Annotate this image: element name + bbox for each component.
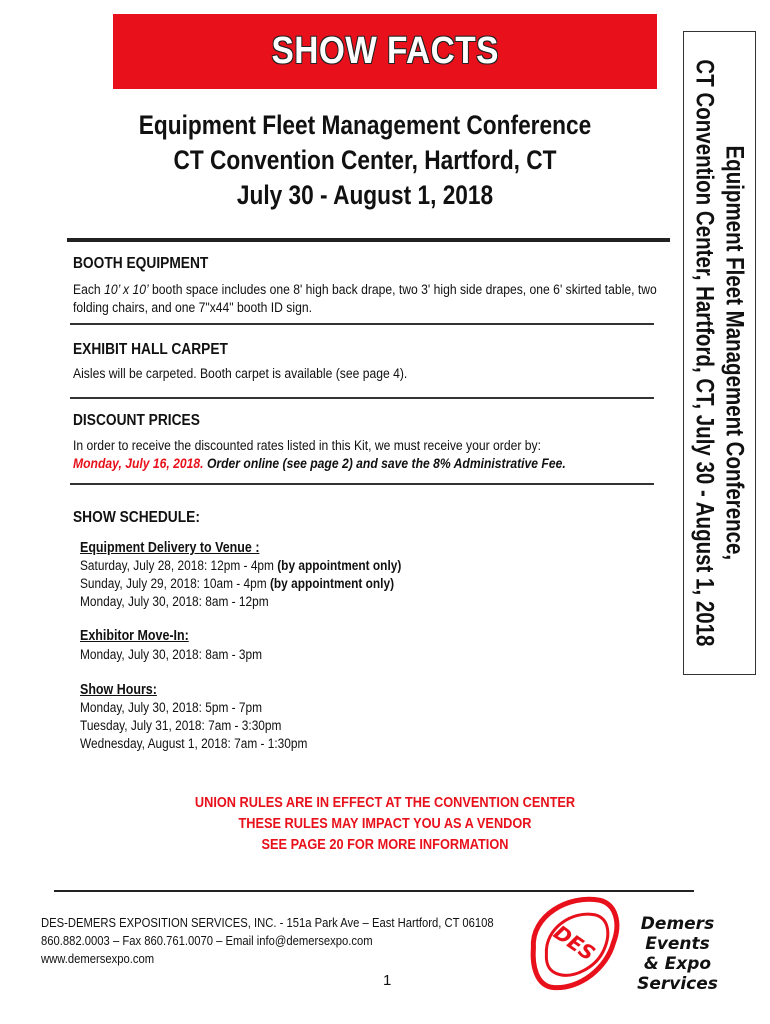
schedule-heading: SHOW SCHEDULE: — [73, 509, 200, 526]
delivery-schedule: Saturday, July 28, 2018: 12pm - 4pm (by appointment only) Sunday, July 29, 2018: 10am - 4pm (by appointment only) Monday, July 30, 2018: 8am - 12pm — [80, 558, 402, 609]
event-header — [60, 108, 670, 213]
show-facts-banner — [113, 14, 657, 89]
side-banner — [683, 31, 756, 675]
side-banner-line-1: Equipment Fleet Management Conference, — [720, 145, 749, 561]
event-title: Equipment Fleet Management Conference — [138, 110, 592, 140]
banner-title: SHOW FACTS — [271, 30, 499, 72]
booth-size: 10’ x 10’ — [104, 282, 149, 297]
logo-mark-text: DES — [549, 920, 600, 966]
booth-equipment-text: Each 10’ x 10’ booth space includes one 8' high back drape, two 3' high side drapes, one 6' skirted table, two folding chairs, and one 7"x44" booth ID sign. — [73, 282, 657, 315]
delivery-heading: Equipment Delivery to Venue : — [80, 540, 260, 556]
carpet-text: Aisles will be carpeted. Booth carpet is available (see page 4). — [73, 366, 408, 381]
union-line-1: UNION RULES ARE IN EFFECT AT THE CONVENTION CENTER — [194, 795, 576, 811]
move-in-schedule: Monday, July 30, 2018: 8am - 3pm — [80, 647, 263, 662]
event-venue: CT Convention Center, Hartford, CT — [173, 145, 557, 175]
header-divider — [67, 238, 670, 242]
show-hours-schedule: Monday, July 30, 2018: 5pm - 7pm Tuesday, July 31, 2018: 7am - 3:30pm Wednesday, August 1, 2018: 7am - 1:30pm — [80, 700, 308, 751]
des-logo-icon — [525, 890, 625, 994]
footer-address: DES-DEMERS EXPOSITION SERVICES, INC. - 151a Park Ave – East Hartford, CT 06108 — [41, 916, 494, 930]
footer-website[interactable]: www.demersexpo.com — [41, 952, 155, 966]
section-divider — [70, 323, 654, 325]
move-in-heading: Exhibitor Move-In: — [80, 628, 189, 644]
page-number: 1 — [383, 972, 392, 989]
union-rules-notice — [120, 793, 650, 856]
side-banner-line-2: CT Convention Center, Hartford, CT, July 30 - August 1, 2018 — [690, 59, 719, 647]
discount-note: Order online (see page 2) and save the 8% Administrative Fee. — [203, 456, 566, 471]
event-dates: July 30 - August 1, 2018 — [236, 180, 494, 210]
discount-deadline: Monday, July 16, 2018. — [73, 456, 204, 471]
union-line-3: SEE PAGE 20 FOR MORE INFORMATION — [261, 837, 509, 853]
company-logo-text: Demers Events & Expo Services — [637, 914, 718, 994]
carpet-heading: EXHIBIT HALL CARPET — [73, 341, 228, 358]
section-divider — [70, 397, 654, 399]
discount-text: In order to receive the discounted rates listed in this Kit, we must receive your order by: Monday, July 16, 2018. Order online (see page 2) and save the 8% Administrative Fee. — [73, 438, 566, 471]
section-divider — [70, 483, 654, 485]
discount-heading: DISCOUNT PRICES — [73, 412, 200, 429]
footer-phone-email: 860.882.0003 – Fax 860.761.0070 – Email info@demersexpo.com — [41, 934, 373, 948]
show-hours-heading: Show Hours: — [80, 682, 157, 698]
booth-equipment-heading: BOOTH EQUIPMENT — [73, 255, 209, 272]
footer-contact — [41, 914, 494, 968]
union-line-2: THESE RULES MAY IMPACT YOU AS A VENDOR — [238, 816, 532, 832]
